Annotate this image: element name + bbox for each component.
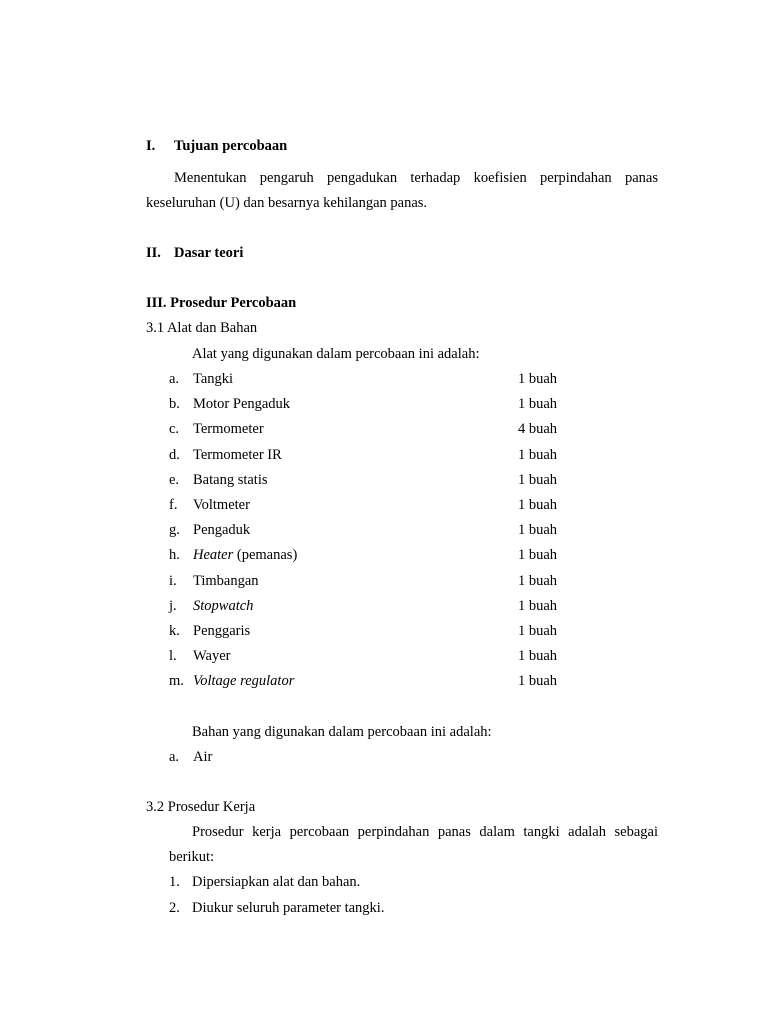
alat-name-text: Voltage regulator — [193, 673, 295, 689]
alat-marker: a. — [169, 371, 180, 387]
alat-name-text: Termometer — [193, 421, 264, 437]
alat-marker: h. — [169, 547, 180, 563]
alat-quantity: 1 buah — [518, 371, 558, 387]
alat-name — [193, 448, 282, 463]
alat-marker: i. — [169, 573, 177, 589]
alat-marker: d. — [169, 447, 180, 463]
bahan-intro: Bahan yang digunakan dalam percobaan ini adalah: — [192, 724, 492, 740]
alat-name-text: Batang statis — [193, 472, 268, 488]
alat-name — [193, 372, 233, 387]
section-1-paragraph-line-2: keseluruhan (U) dan besarnya kehilangan panas. — [146, 195, 428, 211]
alat-intro: Alat yang digunakan dalam percobaan ini adalah: — [192, 346, 480, 362]
alat-marker: c. — [169, 421, 180, 437]
bahan-marker: a. — [169, 749, 180, 765]
alat-name-text: Termometer IR — [193, 447, 282, 463]
alat-quantity: 1 buah — [518, 396, 558, 412]
alat-quantity: 4 buah — [518, 421, 558, 437]
alat-name — [193, 422, 264, 437]
alat-name-suffix: (pemanas) — [233, 547, 298, 563]
alat-marker: f. — [169, 497, 178, 513]
alat-name-text: Pengaduk — [193, 522, 251, 538]
alat-name-text: Heater — [193, 547, 234, 563]
alat-quantity: 1 buah — [518, 648, 558, 664]
alat-name-text: Motor Pengaduk — [193, 396, 291, 412]
section-1-number: I. — [146, 138, 156, 154]
subsection-3-2-title: 3.2 Prosedur Kerja — [146, 799, 256, 815]
section-3-title: III. Prosedur Percobaan — [146, 295, 297, 311]
alat-marker: b. — [169, 396, 180, 412]
alat-name — [193, 574, 259, 589]
section-2-title: Dasar teori — [174, 245, 244, 261]
alat-marker: k. — [169, 623, 180, 639]
bahan-name: Air — [193, 749, 213, 765]
section-1-title: Tujuan percobaan — [174, 138, 288, 154]
alat-quantity: 1 buah — [518, 598, 558, 614]
alat-quantity: 1 buah — [518, 573, 558, 589]
alat-name — [193, 649, 230, 664]
alat-name — [193, 473, 268, 488]
alat-name-text: Tangki — [193, 371, 234, 387]
alat-name — [193, 548, 297, 563]
alat-marker: l. — [169, 648, 177, 664]
alat-name-text: Stopwatch — [193, 598, 254, 614]
alat-name — [193, 397, 290, 412]
alat-name — [193, 523, 250, 538]
alat-marker: e. — [169, 472, 180, 488]
alat-quantity: 1 buah — [518, 673, 558, 689]
alat-marker: j. — [169, 598, 177, 614]
step-text: Diukur seluruh parameter tangki. — [192, 900, 385, 916]
alat-quantity: 1 buah — [518, 447, 558, 463]
alat-name-text: Voltmeter — [193, 497, 250, 513]
alat-name — [193, 599, 253, 614]
alat-name — [193, 624, 250, 639]
prosedur-intro-line-1: Prosedur kerja percobaan perpindahan panas dalam tangki adalah sebagai — [192, 824, 658, 840]
alat-marker: m. — [169, 673, 184, 689]
alat-name — [193, 674, 294, 689]
alat-quantity: 1 buah — [518, 547, 558, 563]
alat-name-text: Timbangan — [193, 573, 259, 589]
prosedur-intro-line-2: berikut: — [169, 849, 215, 865]
alat-name-text: Penggaris — [193, 623, 251, 639]
alat-marker: g. — [169, 522, 180, 538]
alat-name — [193, 498, 250, 513]
alat-quantity: 1 buah — [518, 623, 558, 639]
alat-name-text: Wayer — [193, 648, 231, 664]
step-text: Dipersiapkan alat dan bahan. — [192, 874, 361, 890]
step-marker: 2. — [169, 900, 180, 916]
section-1-paragraph-line-1: Menentukan pengaruh pengadukan terhadap koefisien perpindahan panas — [174, 170, 658, 186]
subsection-3-1-title: 3.1 Alat dan Bahan — [146, 320, 258, 336]
alat-quantity: 1 buah — [518, 522, 558, 538]
step-marker: 1. — [169, 874, 180, 890]
alat-quantity: 1 buah — [518, 472, 558, 488]
alat-quantity: 1 buah — [518, 497, 558, 513]
section-2-number: II. — [146, 245, 161, 261]
